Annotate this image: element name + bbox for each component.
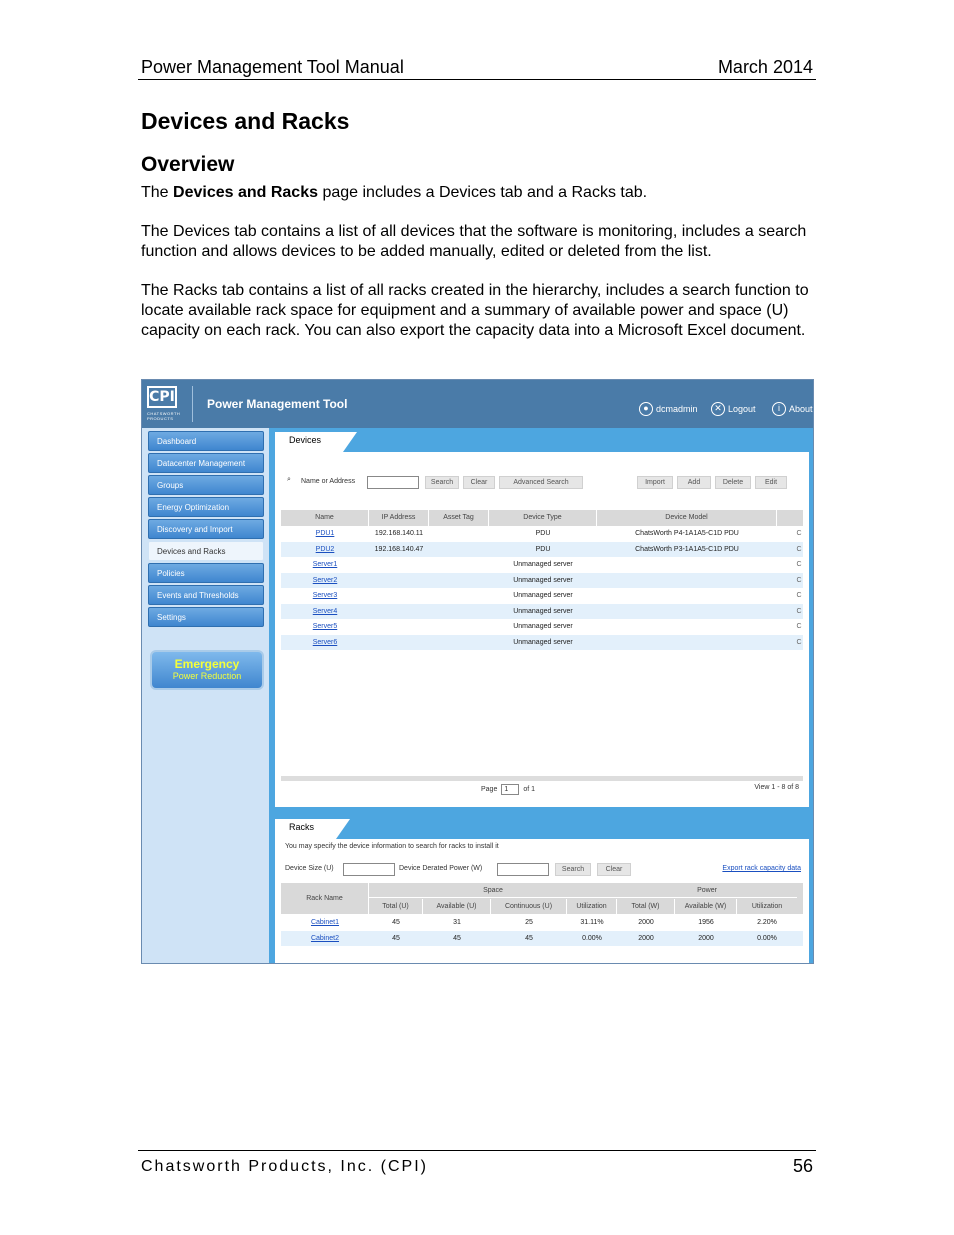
app-topbar	[142, 380, 814, 428]
table-cell: 192.168.140.11	[374, 530, 424, 537]
sidebar-item-devices-racks[interactable]: Devices and Racks	[148, 541, 264, 561]
paragraph-2: The Devices tab contains a list of all devices that the software is monitoring, includes a search function and allows devices to be added manually, edited or deleted from the list.	[141, 223, 807, 260]
pager: Page 1 of 1	[481, 786, 536, 793]
table-cell	[597, 604, 777, 620]
table-cell: 2.20%	[757, 919, 777, 926]
search-button[interactable]: Search	[425, 476, 459, 489]
table-cell: 31	[453, 919, 461, 926]
table-cell	[429, 604, 489, 620]
device-name-link[interactable]: PDU2	[315, 545, 335, 553]
table-cell	[597, 588, 777, 604]
header-rule	[138, 79, 816, 80]
table-cell: Unmanaged server	[513, 576, 573, 584]
table-cell: 45	[525, 934, 533, 942]
device-name-link[interactable]: Server5	[312, 623, 338, 630]
rack-search-button[interactable]: Search	[555, 863, 591, 876]
device-name-link[interactable]: Server3	[312, 592, 338, 599]
manual-date: March 2014	[717, 57, 813, 77]
table-cell: Unmanaged server	[513, 623, 573, 630]
table-cell: 1956	[698, 919, 714, 926]
table-header: Name IP Address Asset Tag Device Type Device Model	[281, 510, 803, 526]
delete-button[interactable]: Delete	[715, 476, 751, 489]
table-row[interactable]	[281, 588, 803, 604]
table-cell	[429, 588, 489, 604]
table-row[interactable]	[281, 573, 803, 589]
table-cell: ChatsWorth P3-1A1A5-C1D PDU	[635, 545, 739, 553]
table-cell	[597, 557, 777, 573]
sidebar-item-dashboard[interactable]: Dashboard	[148, 431, 264, 451]
table-cell	[429, 557, 489, 573]
about-button[interactable]: i About	[772, 402, 813, 416]
export-rack-capacity-link[interactable]: Export rack capacity data	[722, 865, 801, 872]
table-cell	[429, 526, 489, 542]
app-title: Power Management Tool	[207, 397, 348, 411]
racks-table	[281, 883, 803, 963]
table-cell	[369, 635, 429, 651]
table-cell	[429, 635, 489, 651]
devices-panel	[269, 428, 814, 813]
table-cell: 2000	[638, 934, 654, 942]
device-name-link[interactable]: Server6	[312, 638, 338, 646]
table-row[interactable]	[281, 526, 803, 542]
derated-power-input[interactable]	[497, 863, 549, 876]
racks-hint: You may specify the device information to search for racks to install it	[285, 843, 499, 850]
table-cell	[429, 573, 489, 589]
search-label: Name or Address	[301, 478, 356, 485]
table-cell: Unmanaged server	[513, 638, 573, 646]
table-cell: 31.11%	[580, 919, 604, 926]
tab-devices[interactable]: Devices	[275, 432, 343, 452]
device-name-link[interactable]: PDU1	[315, 530, 335, 537]
paragraph-3: The Racks tab contains a list of all racks created in the hierarchy, includes a search function to locate available rack space for equipment and a summary of available power and space (U) capacity on each rack. You can also export the capacity data into a Microsoft Excel document.	[141, 282, 809, 339]
table-cell: C	[796, 623, 802, 630]
table-cell	[369, 619, 429, 635]
sidebar	[142, 428, 269, 964]
rack-name-link[interactable]: Cabinet1	[310, 919, 340, 926]
table-cell	[369, 588, 429, 604]
device-size-label: Device Size (U)	[285, 865, 334, 872]
add-button[interactable]: Add	[677, 476, 711, 489]
sidebar-item-energy[interactable]: Energy Optimization	[148, 497, 264, 517]
footer-rule	[138, 1150, 816, 1151]
logout-button[interactable]: ✕ Logout	[711, 402, 756, 416]
sidebar-item-groups[interactable]: Groups	[148, 475, 264, 495]
table-cell	[429, 542, 489, 558]
device-name-link[interactable]: Server4	[312, 607, 338, 615]
table-cell: 0.00%	[582, 934, 602, 942]
sidebar-item-discovery[interactable]: Discovery and Import	[148, 519, 264, 539]
table-cell	[597, 573, 777, 589]
table-cell: ChatsWorth P4-1A1A5-C1D PDU	[635, 530, 739, 537]
table-row[interactable]	[281, 931, 803, 947]
table-cell	[597, 619, 777, 635]
sidebar-item-policies[interactable]: Policies	[148, 563, 264, 583]
table-cell	[369, 604, 429, 620]
table-header: Rack Name Space Power Total (U) Available (U) Continuous (U) Utilization Total (W) Available (W) Utilization	[281, 883, 803, 914]
table-cell: C	[796, 592, 802, 599]
table-row[interactable]	[281, 542, 803, 558]
import-button[interactable]: Import	[637, 476, 673, 489]
table-cell: 192.168.140.47	[374, 545, 424, 553]
page-number: 56	[792, 1156, 813, 1176]
user-menu[interactable]: ● dcmadmin	[639, 402, 698, 416]
derated-power-label: Device Derated Power (W)	[399, 865, 483, 872]
advanced-search-button[interactable]: Advanced Search	[499, 476, 583, 489]
table-cell: Unmanaged server	[513, 607, 573, 615]
cpi-logo: CPI CHATSWORTH PRODUCTS	[147, 386, 179, 422]
device-name-link[interactable]: Server1	[312, 561, 338, 568]
table-cell	[369, 573, 429, 589]
subsection-title: Overview	[141, 153, 235, 176]
table-cell: Unmanaged server	[513, 561, 573, 568]
device-size-input[interactable]	[343, 863, 395, 876]
clear-button[interactable]: Clear	[463, 476, 495, 489]
table-cell: PDU	[535, 545, 551, 553]
horizontal-scrollbar[interactable]	[281, 776, 803, 781]
table-cell: 2000	[698, 934, 714, 942]
table-cell: PDU	[535, 530, 551, 537]
device-name-link[interactable]: Server2	[312, 576, 338, 584]
table-cell: 2000	[638, 919, 654, 926]
devices-table	[281, 510, 803, 800]
sidebar-item-datacenter[interactable]: Datacenter Management	[148, 453, 264, 473]
table-cell: C	[796, 545, 802, 553]
table-cell: Unmanaged server	[513, 592, 573, 599]
table-cell: C	[796, 530, 802, 537]
table-cell: C	[796, 638, 802, 646]
table-cell: 45	[392, 934, 400, 942]
app-screenshot	[141, 379, 814, 964]
table-cell: C	[796, 607, 802, 615]
manual-title: Power Management Tool Manual	[141, 57, 404, 77]
edit-button[interactable]: Edit	[755, 476, 787, 489]
sidebar-item-settings[interactable]: Settings	[148, 607, 264, 627]
emergency-power-reduction-button[interactable]: Emergency Power Reduction	[150, 650, 264, 690]
footer-company: Chatsworth Products, Inc. (CPI)	[141, 1158, 428, 1175]
table-row[interactable]	[281, 604, 803, 620]
table-row[interactable]	[281, 557, 803, 573]
table-cell	[597, 635, 777, 651]
tab-racks[interactable]: Racks	[275, 819, 336, 839]
rack-clear-button[interactable]: Clear	[597, 863, 631, 876]
table-row[interactable]	[281, 619, 803, 635]
search-icon: ⌕	[287, 476, 291, 483]
table-cell: 45	[392, 919, 400, 926]
page-input[interactable]: 1	[501, 784, 519, 795]
info-icon: i	[772, 402, 786, 416]
racks-panel	[269, 813, 814, 964]
rack-name-link[interactable]: Cabinet2	[310, 934, 340, 942]
view-count: View 1 - 8 of 8	[754, 784, 799, 791]
paragraph-1: The Devices and Racks page includes a Devices tab and a Racks tab.	[141, 184, 648, 201]
sidebar-item-events[interactable]: Events and Thresholds	[148, 585, 264, 605]
table-cell: 45	[453, 934, 461, 942]
table-cell	[429, 619, 489, 635]
table-cell: 25	[525, 919, 533, 926]
section-title: Devices and Racks	[141, 108, 350, 134]
table-cell: C	[796, 561, 802, 568]
close-icon: ✕	[711, 402, 725, 416]
search-input[interactable]	[367, 476, 419, 489]
table-cell	[369, 557, 429, 573]
table-cell: 0.00%	[757, 934, 777, 942]
table-cell: C	[796, 576, 802, 584]
table-row[interactable]	[281, 635, 803, 651]
user-icon: ●	[639, 402, 653, 416]
table-row[interactable]	[281, 915, 803, 931]
